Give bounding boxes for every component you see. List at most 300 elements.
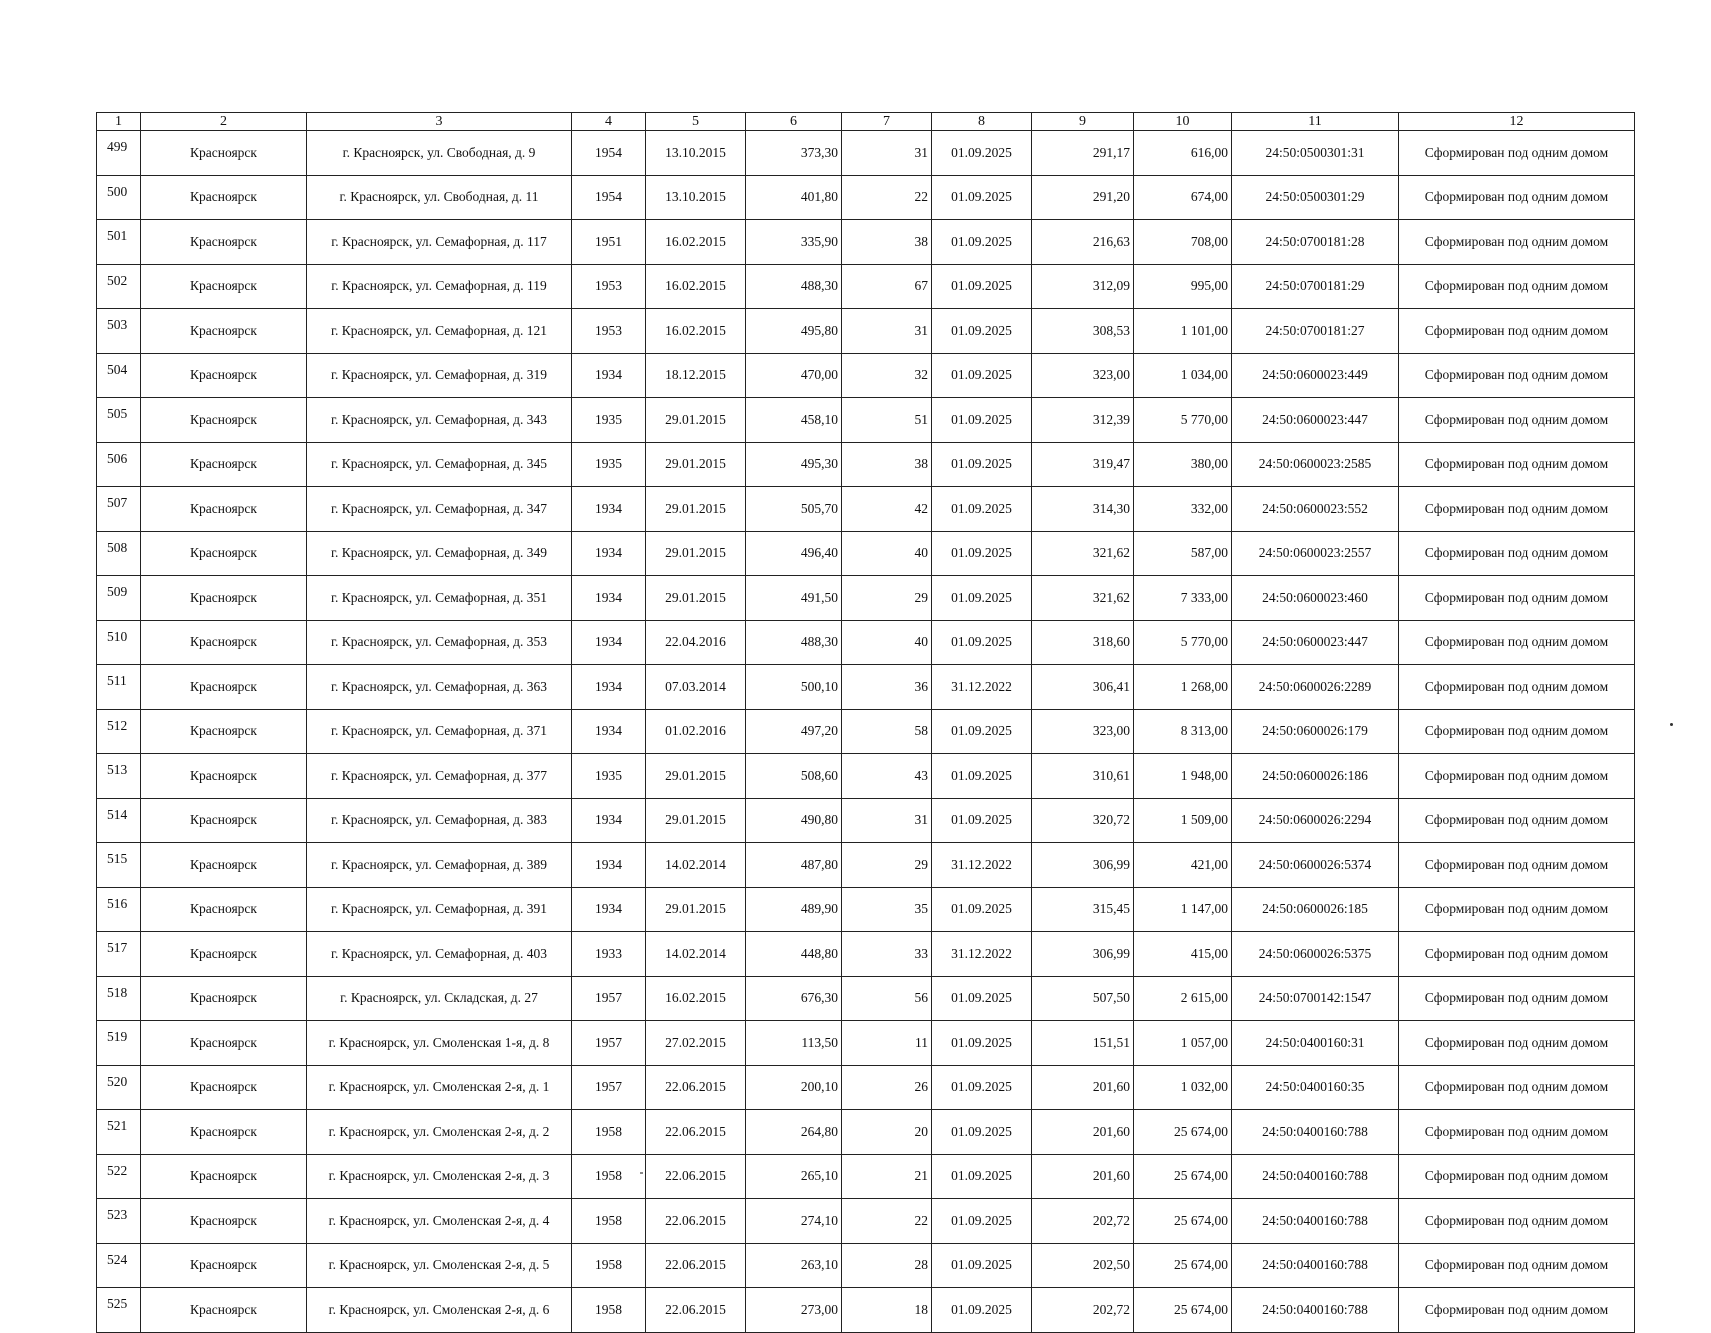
apartments-cell: 21 bbox=[842, 1154, 932, 1199]
apartments-cell: 51 bbox=[842, 398, 932, 443]
cost-cell: 216,63 bbox=[1032, 220, 1134, 265]
table-row bbox=[97, 620, 1635, 665]
table-row bbox=[97, 309, 1635, 354]
table-row bbox=[97, 1154, 1635, 1199]
deadline-cell: 01.09.2025 bbox=[932, 398, 1032, 443]
area-cell: 488,30 bbox=[746, 264, 842, 309]
city-cell: Красноярск bbox=[141, 576, 307, 621]
table-body bbox=[97, 131, 1635, 1333]
deadline-cell: 01.09.2025 bbox=[932, 131, 1032, 176]
apartments-cell: 35 bbox=[842, 887, 932, 932]
survey-date-cell: 29.01.2015 bbox=[646, 887, 746, 932]
cadastral-number-cell: 24:50:0500301:31 bbox=[1232, 131, 1399, 176]
row-number: 521 bbox=[97, 1110, 141, 1155]
survey-date-cell: 13.10.2015 bbox=[646, 131, 746, 176]
deadline-cell: 01.09.2025 bbox=[932, 576, 1032, 621]
land-status-cell: Сформирован под одним домом bbox=[1399, 353, 1635, 398]
cadastral-number-cell: 24:50:0700142:1547 bbox=[1232, 976, 1399, 1021]
cadastral-number-cell: 24:50:0600023:447 bbox=[1232, 398, 1399, 443]
deadline-cell: 01.09.2025 bbox=[932, 620, 1032, 665]
land-status-cell: Сформирован под одним домом bbox=[1399, 976, 1635, 1021]
table-row bbox=[97, 843, 1635, 888]
cadastral-number-cell: 24:50:0600026:185 bbox=[1232, 887, 1399, 932]
address-cell: г. Красноярск, ул. Семафорная, д. 351 bbox=[307, 576, 572, 621]
land-status-cell: Сформирован под одним домом bbox=[1399, 131, 1635, 176]
area-cell: 458,10 bbox=[746, 398, 842, 443]
apartments-cell: 32 bbox=[842, 353, 932, 398]
address-cell: г. Красноярск, ул. Смоленская 2-я, д. 1 bbox=[307, 1065, 572, 1110]
deadline-cell: 01.09.2025 bbox=[932, 798, 1032, 843]
city-cell: Красноярск bbox=[141, 353, 307, 398]
land-status-cell: Сформирован под одним домом bbox=[1399, 442, 1635, 487]
land-area-cell: 25 674,00 bbox=[1134, 1110, 1232, 1155]
table-row bbox=[97, 442, 1635, 487]
row-number: 523 bbox=[97, 1199, 141, 1244]
build-year-cell: 1958 bbox=[572, 1199, 646, 1244]
table-row bbox=[97, 131, 1635, 176]
deadline-cell: 31.12.2022 bbox=[932, 843, 1032, 888]
land-area-cell: 25 674,00 bbox=[1134, 1154, 1232, 1199]
area-cell: 505,70 bbox=[746, 487, 842, 532]
deadline-cell: 01.09.2025 bbox=[932, 754, 1032, 799]
address-cell: г. Красноярск, ул. Семафорная, д. 377 bbox=[307, 754, 572, 799]
area-cell: 500,10 bbox=[746, 665, 842, 710]
land-area-cell: 587,00 bbox=[1134, 531, 1232, 576]
area-cell: 373,30 bbox=[746, 131, 842, 176]
land-area-cell: 1 057,00 bbox=[1134, 1021, 1232, 1066]
cost-cell: 323,00 bbox=[1032, 353, 1134, 398]
deadline-cell: 01.09.2025 bbox=[932, 709, 1032, 754]
cadastral-number-cell: 24:50:0700181:28 bbox=[1232, 220, 1399, 265]
cadastral-number-cell: 24:50:0700181:27 bbox=[1232, 309, 1399, 354]
table-row bbox=[97, 976, 1635, 1021]
deadline-cell: 01.09.2025 bbox=[932, 175, 1032, 220]
address-cell: г. Красноярск, ул. Семафорная, д. 319 bbox=[307, 353, 572, 398]
city-cell: Красноярск bbox=[141, 932, 307, 977]
address-cell: г. Красноярск, ул. Семафорная, д. 391 bbox=[307, 887, 572, 932]
land-area-cell: 674,00 bbox=[1134, 175, 1232, 220]
land-area-cell: 995,00 bbox=[1134, 264, 1232, 309]
deadline-cell: 31.12.2022 bbox=[932, 665, 1032, 710]
apartments-cell: 11 bbox=[842, 1021, 932, 1066]
apartments-cell: 22 bbox=[842, 175, 932, 220]
cadastral-number-cell: 24:50:0600026:186 bbox=[1232, 754, 1399, 799]
cadastral-number-cell: 24:50:0600023:447 bbox=[1232, 620, 1399, 665]
land-area-cell: 8 313,00 bbox=[1134, 709, 1232, 754]
city-cell: Красноярск bbox=[141, 798, 307, 843]
land-area-cell: 1 147,00 bbox=[1134, 887, 1232, 932]
area-cell: 200,10 bbox=[746, 1065, 842, 1110]
column-header-10: 10 bbox=[1134, 113, 1232, 131]
apartments-cell: 20 bbox=[842, 1110, 932, 1155]
deadline-cell: 01.09.2025 bbox=[932, 887, 1032, 932]
deadline-cell: 01.09.2025 bbox=[932, 264, 1032, 309]
row-number: 507 bbox=[97, 487, 141, 532]
land-status-cell: Сформирован под одним домом bbox=[1399, 1154, 1635, 1199]
address-cell: г. Красноярск, ул. Семафорная, д. 383 bbox=[307, 798, 572, 843]
city-cell: Красноярск bbox=[141, 1065, 307, 1110]
land-status-cell: Сформирован под одним домом bbox=[1399, 754, 1635, 799]
apartments-cell: 29 bbox=[842, 576, 932, 621]
apartments-cell: 28 bbox=[842, 1243, 932, 1288]
build-year-cell: 1951 bbox=[572, 220, 646, 265]
deadline-cell: 01.09.2025 bbox=[932, 220, 1032, 265]
address-cell: г. Красноярск, ул. Семафорная, д. 345 bbox=[307, 442, 572, 487]
address-cell: г. Красноярск, ул. Смоленская 2-я, д. 2 bbox=[307, 1110, 572, 1155]
table-row bbox=[97, 754, 1635, 799]
cost-cell: 312,09 bbox=[1032, 264, 1134, 309]
address-cell: г. Красноярск, ул. Семафорная, д. 363 bbox=[307, 665, 572, 710]
apartments-cell: 36 bbox=[842, 665, 932, 710]
survey-date-cell: 29.01.2015 bbox=[646, 798, 746, 843]
cost-cell: 315,45 bbox=[1032, 887, 1134, 932]
survey-date-cell: 29.01.2015 bbox=[646, 576, 746, 621]
land-status-cell: Сформирован под одним домом bbox=[1399, 576, 1635, 621]
build-year-cell: 1957 bbox=[572, 976, 646, 1021]
row-number: 520 bbox=[97, 1065, 141, 1110]
land-status-cell: Сформирован под одним домом bbox=[1399, 531, 1635, 576]
build-year-cell: 1953 bbox=[572, 264, 646, 309]
apartments-cell: 31 bbox=[842, 131, 932, 176]
build-year-cell: 1934 bbox=[572, 709, 646, 754]
row-number: 524 bbox=[97, 1243, 141, 1288]
city-cell: Красноярск bbox=[141, 1021, 307, 1066]
column-header-6: 6 bbox=[746, 113, 842, 131]
row-number: 502 bbox=[97, 264, 141, 309]
address-cell: г. Красноярск, ул. Смоленская 2-я, д. 3 bbox=[307, 1154, 572, 1199]
area-cell: 335,90 bbox=[746, 220, 842, 265]
city-cell: Красноярск bbox=[141, 264, 307, 309]
area-cell: 495,30 bbox=[746, 442, 842, 487]
cost-cell: 202,72 bbox=[1032, 1199, 1134, 1244]
deadline-cell: 01.09.2025 bbox=[932, 487, 1032, 532]
apartments-cell: 38 bbox=[842, 220, 932, 265]
deadline-cell: 01.09.2025 bbox=[932, 531, 1032, 576]
apartments-cell: 58 bbox=[842, 709, 932, 754]
cadastral-number-cell: 24:50:0600023:449 bbox=[1232, 353, 1399, 398]
survey-date-cell: 29.01.2015 bbox=[646, 531, 746, 576]
cadastral-number-cell: 24:50:0600023:552 bbox=[1232, 487, 1399, 532]
cost-cell: 321,62 bbox=[1032, 531, 1134, 576]
cadastral-number-cell: 24:50:0400160:31 bbox=[1232, 1021, 1399, 1066]
land-area-cell: 332,00 bbox=[1134, 487, 1232, 532]
table-row bbox=[97, 220, 1635, 265]
row-number: 500 bbox=[97, 175, 141, 220]
survey-date-cell: 22.04.2016 bbox=[646, 620, 746, 665]
row-number: 511 bbox=[97, 665, 141, 710]
land-area-cell: 421,00 bbox=[1134, 843, 1232, 888]
area-cell: 274,10 bbox=[746, 1199, 842, 1244]
address-cell: г. Красноярск, ул. Смоленская 2-я, д. 5 bbox=[307, 1243, 572, 1288]
deadline-cell: 01.09.2025 bbox=[932, 442, 1032, 487]
land-area-cell: 1 268,00 bbox=[1134, 665, 1232, 710]
apartments-cell: 22 bbox=[842, 1199, 932, 1244]
column-header-5: 5 bbox=[646, 113, 746, 131]
survey-date-cell: 16.02.2015 bbox=[646, 309, 746, 354]
cost-cell: 507,50 bbox=[1032, 976, 1134, 1021]
cadastral-number-cell: 24:50:0400160:788 bbox=[1232, 1243, 1399, 1288]
apartments-cell: 31 bbox=[842, 309, 932, 354]
city-cell: Красноярск bbox=[141, 175, 307, 220]
row-number: 522 bbox=[97, 1154, 141, 1199]
cadastral-number-cell: 24:50:0600026:5375 bbox=[1232, 932, 1399, 977]
land-status-cell: Сформирован под одним домом bbox=[1399, 220, 1635, 265]
column-header-4: 4 bbox=[572, 113, 646, 131]
city-cell: Красноярск bbox=[141, 398, 307, 443]
city-cell: Красноярск bbox=[141, 1154, 307, 1199]
row-number: 505 bbox=[97, 398, 141, 443]
build-year-cell: 1935 bbox=[572, 754, 646, 799]
cost-cell: 314,30 bbox=[1032, 487, 1134, 532]
cadastral-number-cell: 24:50:0500301:29 bbox=[1232, 175, 1399, 220]
build-year-cell: 1934 bbox=[572, 620, 646, 665]
row-number: 513 bbox=[97, 754, 141, 799]
table-row bbox=[97, 175, 1635, 220]
build-year-cell: 1934 bbox=[572, 353, 646, 398]
cost-cell: 306,41 bbox=[1032, 665, 1134, 710]
table-row bbox=[97, 1288, 1635, 1333]
apartments-cell: 42 bbox=[842, 487, 932, 532]
survey-date-cell: 22.06.2015 bbox=[646, 1243, 746, 1288]
column-header-11: 11 bbox=[1232, 113, 1399, 131]
cost-cell: 320,72 bbox=[1032, 798, 1134, 843]
address-cell: г. Красноярск, ул. Свободная, д. 11 bbox=[307, 175, 572, 220]
build-year-cell: 1954 bbox=[572, 131, 646, 176]
row-number: 508 bbox=[97, 531, 141, 576]
row-number: 499 bbox=[97, 131, 141, 176]
table-row bbox=[97, 932, 1635, 977]
build-year-cell: 1934 bbox=[572, 665, 646, 710]
address-cell: г. Красноярск, ул. Свободная, д. 9 bbox=[307, 131, 572, 176]
address-cell: г. Красноярск, ул. Семафорная, д. 389 bbox=[307, 843, 572, 888]
land-status-cell: Сформирован под одним домом bbox=[1399, 309, 1635, 354]
land-area-cell: 415,00 bbox=[1134, 932, 1232, 977]
land-status-cell: Сформирован под одним домом bbox=[1399, 620, 1635, 665]
city-cell: Красноярск bbox=[141, 976, 307, 1021]
row-number: 501 bbox=[97, 220, 141, 265]
deadline-cell: 31.12.2022 bbox=[932, 932, 1032, 977]
land-area-cell: 25 674,00 bbox=[1134, 1199, 1232, 1244]
cost-cell: 291,20 bbox=[1032, 175, 1134, 220]
address-cell: г. Красноярск, ул. Семафорная, д. 371 bbox=[307, 709, 572, 754]
cadastral-number-cell: 24:50:0600026:179 bbox=[1232, 709, 1399, 754]
survey-date-cell: 14.02.2014 bbox=[646, 932, 746, 977]
column-header-3: 3 bbox=[307, 113, 572, 131]
build-year-cell: 1957 bbox=[572, 1065, 646, 1110]
city-cell: Красноярск bbox=[141, 1110, 307, 1155]
build-year-cell: 1935 bbox=[572, 442, 646, 487]
address-cell: г. Красноярск, ул. Смоленская 2-я, д. 4 bbox=[307, 1199, 572, 1244]
city-cell: Красноярск bbox=[141, 442, 307, 487]
land-status-cell: Сформирован под одним домом bbox=[1399, 175, 1635, 220]
column-header-2: 2 bbox=[141, 113, 307, 131]
apartments-cell: 38 bbox=[842, 442, 932, 487]
document-page bbox=[96, 112, 1634, 1333]
address-cell: г. Красноярск, ул. Семафорная, д. 347 bbox=[307, 487, 572, 532]
table-row bbox=[97, 665, 1635, 710]
cost-cell: 201,60 bbox=[1032, 1110, 1134, 1155]
build-year-cell: 1957 bbox=[572, 1021, 646, 1066]
land-area-cell: 25 674,00 bbox=[1134, 1243, 1232, 1288]
deadline-cell: 01.09.2025 bbox=[932, 1288, 1032, 1333]
survey-date-cell: 16.02.2015 bbox=[646, 976, 746, 1021]
apartments-cell: 26 bbox=[842, 1065, 932, 1110]
cost-cell: 310,61 bbox=[1032, 754, 1134, 799]
address-cell: г. Красноярск, ул. Семафорная, д. 121 bbox=[307, 309, 572, 354]
cost-cell: 323,00 bbox=[1032, 709, 1134, 754]
build-year-cell: 1934 bbox=[572, 576, 646, 621]
address-cell: г. Красноярск, ул. Семафорная, д. 403 bbox=[307, 932, 572, 977]
survey-date-cell: 01.02.2016 bbox=[646, 709, 746, 754]
address-cell: г. Красноярск, ул. Семафорная, д. 349 bbox=[307, 531, 572, 576]
land-status-cell: Сформирован под одним домом bbox=[1399, 1288, 1635, 1333]
land-status-cell: Сформирован под одним домом bbox=[1399, 709, 1635, 754]
survey-date-cell: 29.01.2015 bbox=[646, 442, 746, 487]
cost-cell: 308,53 bbox=[1032, 309, 1134, 354]
cadastral-number-cell: 24:50:0600023:2585 bbox=[1232, 442, 1399, 487]
row-number: 514 bbox=[97, 798, 141, 843]
cost-cell: 318,60 bbox=[1032, 620, 1134, 665]
cadastral-number-cell: 24:50:0400160:788 bbox=[1232, 1154, 1399, 1199]
land-area-cell: 616,00 bbox=[1134, 131, 1232, 176]
city-cell: Красноярск bbox=[141, 1243, 307, 1288]
area-cell: 488,30 bbox=[746, 620, 842, 665]
area-cell: 263,10 bbox=[746, 1243, 842, 1288]
row-number: 504 bbox=[97, 353, 141, 398]
land-status-cell: Сформирован под одним домом bbox=[1399, 1065, 1635, 1110]
table-row bbox=[97, 798, 1635, 843]
apartments-cell: 18 bbox=[842, 1288, 932, 1333]
table-row bbox=[97, 1110, 1635, 1155]
cadastral-number-cell: 24:50:0600026:2289 bbox=[1232, 665, 1399, 710]
land-status-cell: Сформирован под одним домом bbox=[1399, 264, 1635, 309]
land-status-cell: Сформирован под одним домом bbox=[1399, 1243, 1635, 1288]
scan-speck bbox=[1670, 723, 1673, 726]
city-cell: Красноярск bbox=[141, 1199, 307, 1244]
land-status-cell: Сформирован под одним домом bbox=[1399, 1021, 1635, 1066]
cadastral-number-cell: 24:50:0400160:788 bbox=[1232, 1199, 1399, 1244]
cadastral-number-cell: 24:50:0400160:35 bbox=[1232, 1065, 1399, 1110]
address-cell: г. Красноярск, ул. Смоленская 2-я, д. 6 bbox=[307, 1288, 572, 1333]
cadastral-number-cell: 24:50:0600023:2557 bbox=[1232, 531, 1399, 576]
city-cell: Красноярск bbox=[141, 754, 307, 799]
land-area-cell: 5 770,00 bbox=[1134, 398, 1232, 443]
build-year-cell: 1958 bbox=[572, 1110, 646, 1155]
cost-cell: 312,39 bbox=[1032, 398, 1134, 443]
land-status-cell: Сформирован под одним домом bbox=[1399, 932, 1635, 977]
build-year-cell: 1935 bbox=[572, 398, 646, 443]
cost-cell: 201,60 bbox=[1032, 1154, 1134, 1199]
survey-date-cell: 29.01.2015 bbox=[646, 754, 746, 799]
cost-cell: 306,99 bbox=[1032, 843, 1134, 888]
table-row bbox=[97, 887, 1635, 932]
land-area-cell: 5 770,00 bbox=[1134, 620, 1232, 665]
build-year-cell: 1953 bbox=[572, 309, 646, 354]
build-year-cell: 1933 bbox=[572, 932, 646, 977]
column-header-12: 12 bbox=[1399, 113, 1635, 131]
area-cell: 508,60 bbox=[746, 754, 842, 799]
build-year-cell: 1954 bbox=[572, 175, 646, 220]
column-header-7: 7 bbox=[842, 113, 932, 131]
city-cell: Красноярск bbox=[141, 487, 307, 532]
deadline-cell: 01.09.2025 bbox=[932, 309, 1032, 354]
land-area-cell: 708,00 bbox=[1134, 220, 1232, 265]
apartments-cell: 43 bbox=[842, 754, 932, 799]
city-cell: Красноярск bbox=[141, 531, 307, 576]
cost-cell: 202,50 bbox=[1032, 1243, 1134, 1288]
row-number: 503 bbox=[97, 309, 141, 354]
row-number: 506 bbox=[97, 442, 141, 487]
scan-speck bbox=[640, 1172, 643, 1174]
column-header-1: 1 bbox=[97, 113, 141, 131]
build-year-cell: 1958 bbox=[572, 1243, 646, 1288]
land-status-cell: Сформирован под одним домом bbox=[1399, 1110, 1635, 1155]
city-cell: Красноярск bbox=[141, 131, 307, 176]
survey-date-cell: 18.12.2015 bbox=[646, 353, 746, 398]
survey-date-cell: 22.06.2015 bbox=[646, 1154, 746, 1199]
land-area-cell: 1 509,00 bbox=[1134, 798, 1232, 843]
survey-date-cell: 07.03.2014 bbox=[646, 665, 746, 710]
land-status-cell: Сформирован под одним домом bbox=[1399, 398, 1635, 443]
cost-cell: 201,60 bbox=[1032, 1065, 1134, 1110]
cadastral-number-cell: 24:50:0400160:788 bbox=[1232, 1110, 1399, 1155]
area-cell: 113,50 bbox=[746, 1021, 842, 1066]
survey-date-cell: 27.02.2015 bbox=[646, 1021, 746, 1066]
area-cell: 264,80 bbox=[746, 1110, 842, 1155]
apartments-cell: 31 bbox=[842, 798, 932, 843]
address-cell: г. Красноярск, ул. Складская, д. 27 bbox=[307, 976, 572, 1021]
land-status-cell: Сформирован под одним домом bbox=[1399, 487, 1635, 532]
address-cell: г. Красноярск, ул. Семафорная, д. 353 bbox=[307, 620, 572, 665]
address-cell: г. Красноярск, ул. Семафорная, д. 119 bbox=[307, 264, 572, 309]
cadastral-number-cell: 24:50:0400160:788 bbox=[1232, 1288, 1399, 1333]
build-year-cell: 1958 bbox=[572, 1154, 646, 1199]
city-cell: Красноярск bbox=[141, 665, 307, 710]
survey-date-cell: 22.06.2015 bbox=[646, 1288, 746, 1333]
city-cell: Красноярск bbox=[141, 220, 307, 265]
build-year-cell: 1934 bbox=[572, 531, 646, 576]
area-cell: 265,10 bbox=[746, 1154, 842, 1199]
city-cell: Красноярск bbox=[141, 1288, 307, 1333]
column-header-9: 9 bbox=[1032, 113, 1134, 131]
address-cell: г. Красноярск, ул. Семафорная, д. 343 bbox=[307, 398, 572, 443]
row-number: 515 bbox=[97, 843, 141, 888]
land-status-cell: Сформирован под одним домом bbox=[1399, 1199, 1635, 1244]
build-year-cell: 1934 bbox=[572, 843, 646, 888]
apartments-cell: 40 bbox=[842, 531, 932, 576]
area-cell: 497,20 bbox=[746, 709, 842, 754]
housing-registry-table bbox=[96, 112, 1635, 1333]
row-number: 509 bbox=[97, 576, 141, 621]
cost-cell: 202,72 bbox=[1032, 1288, 1134, 1333]
survey-date-cell: 14.02.2014 bbox=[646, 843, 746, 888]
table-row bbox=[97, 487, 1635, 532]
table-row bbox=[97, 398, 1635, 443]
row-number: 512 bbox=[97, 709, 141, 754]
table-row bbox=[97, 576, 1635, 621]
land-status-cell: Сформирован под одним домом bbox=[1399, 798, 1635, 843]
cadastral-number-cell: 24:50:0600026:5374 bbox=[1232, 843, 1399, 888]
build-year-cell: 1934 bbox=[572, 487, 646, 532]
cost-cell: 306,99 bbox=[1032, 932, 1134, 977]
deadline-cell: 01.09.2025 bbox=[932, 1154, 1032, 1199]
survey-date-cell: 22.06.2015 bbox=[646, 1110, 746, 1155]
area-cell: 448,80 bbox=[746, 932, 842, 977]
row-number: 518 bbox=[97, 976, 141, 1021]
land-status-cell: Сформирован под одним домом bbox=[1399, 887, 1635, 932]
table-row bbox=[97, 264, 1635, 309]
land-area-cell: 380,00 bbox=[1134, 442, 1232, 487]
